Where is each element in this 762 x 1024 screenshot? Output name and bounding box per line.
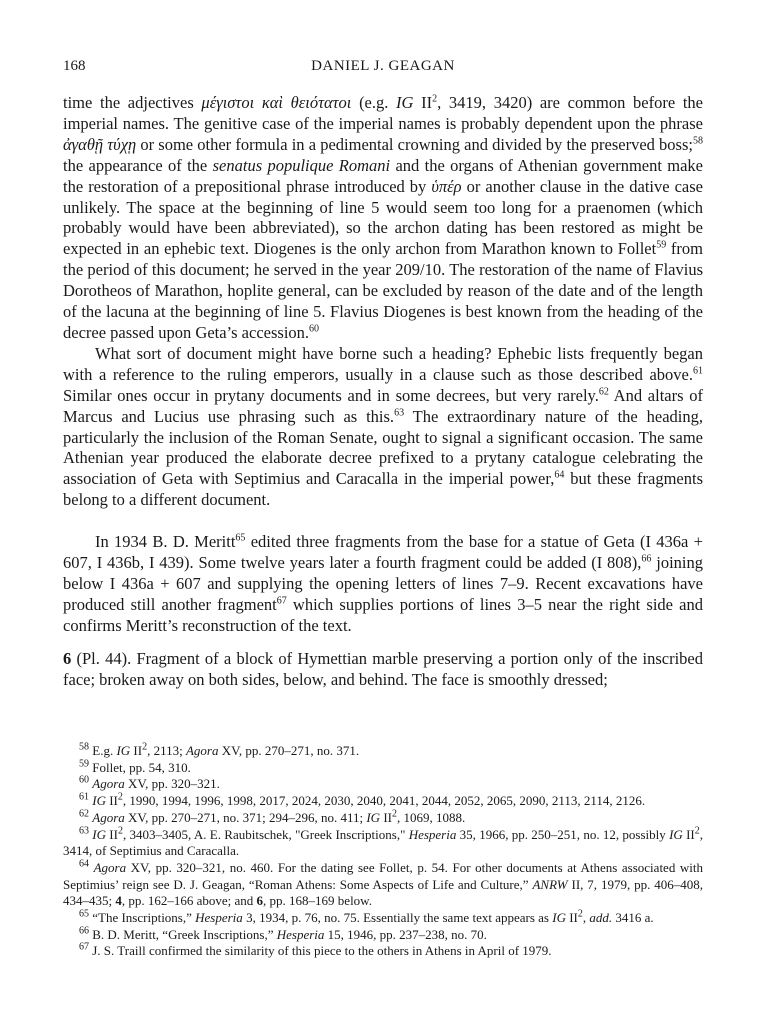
- footnote-59: $^{59}$ Follet, pp. 54, 310.: [79, 758, 191, 775]
- footnote-ref: 67: [276, 595, 287, 607]
- footnote-ref: 65: [235, 532, 246, 544]
- footnotes: [63, 743, 703, 960]
- footnote-66: $^{66}$ B. D. Meritt, “Greek Inscriptions,” Hesperia 15, 1946, pp. 237–238, no. 70.: [79, 925, 487, 942]
- item-number: 6: [63, 648, 72, 668]
- footnote-64: $^{64}$ Agora XV, pp. 320–321, no. 460. For the dating see Follet, p. 54. For other documents at Athens associated with Septimius’ reign see D. J. Geagan, “Roman Athens: Some Aspects of Life and Culture,” ANRW II, 7, 1979, pp. 406–408, 434–435; 4, pp. 162–166 above; and 6, pp. 168–169 below.: [63, 858, 704, 909]
- footnote-ref: 60: [309, 323, 320, 335]
- greek-phrase: ἀγαθῇ τύχῃ: [63, 134, 137, 154]
- greek-phrase: μέγιστοι καὶ θειότατοι: [201, 93, 352, 112]
- footnote-62: $^{62}$ Agora XV, pp. 270–271, no. 371; 294–296, no. 411; IG $II^2$, 1069, 1088.: [79, 808, 466, 825]
- paragraph-2: What sort of document might have borne such a heading? Ephebic lists frequently began with a reference to the ruling emperors, usually in a clause such as those described above.$^{61}$ Similar ones occur in prytany documents and in some decrees, but very rarely.$^{62}$ And altars of Marcus and Lucius use phrasing such as this.$^{63}$ The extraordinary nature of the heading, particularly the inclusion of the Roman Senate, ought to signal a significant occasion. The same Athenian year produced the elaborate decree prefixed to a prytany catalogue celebrating the association of Geta with Septimius and Caracalla in the imperial power,$^{64}$ but these fragments belong to a different document.: [63, 343, 704, 510]
- footnote-58: $^{58}$ E.g. IG $II^2$, 2113; Agora XV, pp. 270–271, no. 371.: [79, 741, 360, 758]
- paragraph-3: In 1934 B. D. Meritt$^{65}$ edited three fragments from the base for a statue of Geta (I 436a + 607, I 436b, I 439). Some twelve years later a fourth fragment could be added (I 808),$^{66}$ joining below I 436a + 607 and supplying the opening letters of lines 7–9. Recent excavations have produced still another fragment$^{67}$ which supplies portions of lines 3–5 near the right side and confirms Meritt’s reconstruction of the text.: [63, 532, 703, 635]
- footnote-67: $^{67}$ J. S. Traill confirmed the similarity of this piece to the others in Athens in April of 1979.: [79, 942, 552, 959]
- footnote-65: $^{65}$ “The Inscriptions,” Hesperia 3, 1934, p. 76, no. 75. Essentially the same text appears as IG $II^2$, add. 3416 a.: [79, 908, 654, 926]
- footnote-ref: 62: [598, 386, 609, 398]
- paragraph-4: 6 (Pl. 44). Fragment of a block of Hymettian marble preserving a portion only of the inscribed face; broken away on both sides, below, and behind. The face is smoothly dressed;: [63, 648, 703, 689]
- section-gap: [63, 511, 703, 532]
- footnote-ref: 61: [693, 365, 703, 377]
- footnote-60: $^{60}$ Agora XV, pp. 320–321.: [79, 775, 220, 792]
- paragraph-1: time the adjectives μέγιστοι καὶ θειότατοι (e.g. IG $II^2$, 3419, 3420) are common before the imperial names. The genitive case of the imperial names is probably dependent upon the phrase ἀγαθῇ τύχῃ or some other formula in a pedimental crowning and divided by the preserved boss;$^{58}$ the appearance of the senatus populique Romani and the organs of Athenian government make the restoration of a prepositional phrase introduced by ὑπέρ or another clause in the dative case unlikely. The space at the beginning of line 5 would seem too long for a praenomen (which probably would have been abbreviated), so the archon dating has been restored as might be expected in an ephebic text. Diogenes is the only archon from Marathon known to Follet$^{59}$ from the period of this document; he served in the year 209/10. The restoration of the name of Flavius Dorotheos of Marathon, hoplite general, can be excluded by reason of the date and of the length of the lacuna at the beginning of line 5. Flavius Diogenes is best known from the heading of the decree passed upon Geta’s accession.$^{60}$: [63, 93, 704, 342]
- paragraph-gap: [63, 637, 703, 649]
- greek-phrase: ὑπέρ: [431, 176, 462, 196]
- page-header: [63, 58, 703, 78]
- footnote-ref: 64: [554, 469, 565, 481]
- footnote-ref: 66: [641, 553, 652, 565]
- footnote-63: $^{63}$ IG $II^2$, 3403–3405, A. E. Raubitschek, "Greek Inscriptions," Hesperia 35, 1966, pp. 250–251, no. 12, possibly IG $II^2$, 3414, of Septimius and Caracalla.: [63, 825, 703, 859]
- footnote-ref: 59: [656, 239, 667, 251]
- running-head: DANIEL J. GEAGAN: [311, 58, 455, 74]
- footnote-ref: 58: [692, 135, 703, 147]
- footnote-61: $^{61}$ IG $II^2$, 1990, 1994, 1996, 1998, 2017, 2024, 2030, 2040, 2041, 2044, 2052, 2065, 2090, 2113, 2114, 2126.: [79, 791, 646, 809]
- body-text: [63, 93, 703, 690]
- page-number: 168: [63, 58, 86, 74]
- footnote-ref: 63: [394, 407, 405, 419]
